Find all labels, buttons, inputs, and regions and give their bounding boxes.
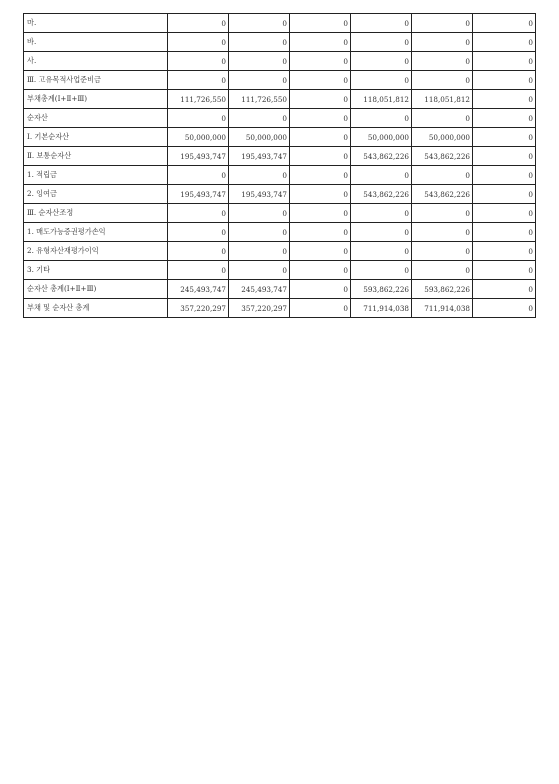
- value-cell: 0: [290, 52, 351, 71]
- value-cell: 111,726,550: [229, 90, 290, 109]
- value-cell: 593,862,226: [412, 280, 473, 299]
- row-label: 1. 매도가능증권평가손익: [24, 223, 168, 242]
- value-cell: 0: [351, 71, 412, 90]
- value-cell: 0: [229, 33, 290, 52]
- row-label: 마.: [24, 14, 168, 33]
- row-label: 1. 적립금: [24, 166, 168, 185]
- table-row: [24, 109, 536, 128]
- value-cell: 0: [168, 204, 229, 223]
- value-cell: 0: [473, 52, 536, 71]
- value-cell: 50,000,000: [168, 128, 229, 147]
- value-cell: 0: [290, 109, 351, 128]
- value-cell: 0: [412, 109, 473, 128]
- value-cell: 357,220,297: [229, 299, 290, 318]
- table-row: [24, 52, 536, 71]
- value-cell: 245,493,747: [229, 280, 290, 299]
- value-cell: 0: [229, 242, 290, 261]
- value-cell: 0: [351, 261, 412, 280]
- value-cell: 0: [351, 52, 412, 71]
- row-label: 부채총계(Ⅰ+Ⅱ+Ⅲ): [24, 90, 168, 109]
- value-cell: 0: [351, 33, 412, 52]
- value-cell: 0: [412, 33, 473, 52]
- value-cell: 0: [168, 52, 229, 71]
- value-cell: 0: [229, 14, 290, 33]
- value-cell: 0: [290, 299, 351, 318]
- value-cell: 0: [473, 280, 536, 299]
- value-cell: 0: [290, 90, 351, 109]
- value-cell: 0: [473, 185, 536, 204]
- value-cell: 0: [412, 242, 473, 261]
- row-label: 사.: [24, 52, 168, 71]
- value-cell: 0: [412, 261, 473, 280]
- value-cell: 711,914,038: [351, 299, 412, 318]
- value-cell: 50,000,000: [412, 128, 473, 147]
- value-cell: 0: [351, 242, 412, 261]
- value-cell: 245,493,747: [168, 280, 229, 299]
- value-cell: 0: [290, 223, 351, 242]
- value-cell: 0: [412, 166, 473, 185]
- financial-table: [23, 13, 536, 318]
- value-cell: 0: [229, 52, 290, 71]
- value-cell: 0: [290, 147, 351, 166]
- value-cell: 0: [473, 109, 536, 128]
- value-cell: 0: [290, 166, 351, 185]
- value-cell: 0: [351, 204, 412, 223]
- value-cell: 0: [168, 166, 229, 185]
- value-cell: 0: [229, 71, 290, 90]
- value-cell: 711,914,038: [412, 299, 473, 318]
- value-cell: 0: [168, 242, 229, 261]
- table-row: [24, 128, 536, 147]
- table-row: [24, 14, 536, 33]
- table-row: [24, 204, 536, 223]
- row-label: 3. 기타: [24, 261, 168, 280]
- value-cell: 0: [290, 242, 351, 261]
- table-row: [24, 280, 536, 299]
- value-cell: 118,051,812: [412, 90, 473, 109]
- value-cell: 0: [473, 14, 536, 33]
- value-cell: 0: [351, 166, 412, 185]
- row-label: Ⅱ. 보통순자산: [24, 147, 168, 166]
- value-cell: 0: [229, 109, 290, 128]
- value-cell: 543,862,226: [351, 147, 412, 166]
- value-cell: 0: [473, 128, 536, 147]
- value-cell: 0: [229, 204, 290, 223]
- value-cell: 0: [473, 299, 536, 318]
- value-cell: 0: [168, 71, 229, 90]
- value-cell: 0: [290, 128, 351, 147]
- value-cell: 0: [473, 33, 536, 52]
- value-cell: 0: [473, 204, 536, 223]
- financial-table-body: [24, 14, 536, 318]
- table-row: [24, 223, 536, 242]
- table-row: [24, 242, 536, 261]
- value-cell: 50,000,000: [351, 128, 412, 147]
- value-cell: 0: [168, 14, 229, 33]
- value-cell: 593,862,226: [351, 280, 412, 299]
- value-cell: 0: [229, 223, 290, 242]
- row-label: Ⅰ. 기본순자산: [24, 128, 168, 147]
- row-label: 순자산 총계(Ⅰ+Ⅱ+Ⅲ): [24, 280, 168, 299]
- value-cell: 0: [168, 261, 229, 280]
- value-cell: 50,000,000: [229, 128, 290, 147]
- value-cell: 195,493,747: [168, 147, 229, 166]
- value-cell: 0: [290, 261, 351, 280]
- value-cell: 0: [412, 204, 473, 223]
- value-cell: 0: [473, 147, 536, 166]
- value-cell: 0: [351, 109, 412, 128]
- value-cell: 118,051,812: [351, 90, 412, 109]
- value-cell: 0: [473, 90, 536, 109]
- table-row: [24, 33, 536, 52]
- value-cell: 195,493,747: [168, 185, 229, 204]
- value-cell: 0: [229, 166, 290, 185]
- table-row: [24, 261, 536, 280]
- value-cell: 111,726,550: [168, 90, 229, 109]
- value-cell: 0: [473, 261, 536, 280]
- value-cell: 543,862,226: [351, 185, 412, 204]
- table-row: [24, 185, 536, 204]
- value-cell: 0: [412, 71, 473, 90]
- row-label: Ⅲ. 고유목적사업준비금: [24, 71, 168, 90]
- value-cell: 0: [412, 52, 473, 71]
- row-label: 2. 잉여금: [24, 185, 168, 204]
- value-cell: 0: [290, 33, 351, 52]
- value-cell: 0: [290, 71, 351, 90]
- value-cell: 543,862,226: [412, 147, 473, 166]
- value-cell: 543,862,226: [412, 185, 473, 204]
- row-label: Ⅲ. 순자산조정: [24, 204, 168, 223]
- value-cell: 0: [351, 223, 412, 242]
- value-cell: 0: [229, 261, 290, 280]
- value-cell: 0: [168, 109, 229, 128]
- row-label: 바.: [24, 33, 168, 52]
- value-cell: 0: [290, 14, 351, 33]
- value-cell: 0: [290, 280, 351, 299]
- value-cell: 0: [351, 14, 412, 33]
- value-cell: 0: [290, 204, 351, 223]
- value-cell: 0: [473, 242, 536, 261]
- table-row: [24, 90, 536, 109]
- value-cell: 0: [473, 71, 536, 90]
- value-cell: 195,493,747: [229, 147, 290, 166]
- value-cell: 0: [473, 166, 536, 185]
- table-row: [24, 166, 536, 185]
- value-cell: 195,493,747: [229, 185, 290, 204]
- table-row: [24, 299, 536, 318]
- row-label: 2. 유형자산재평가이익: [24, 242, 168, 261]
- value-cell: 0: [168, 33, 229, 52]
- value-cell: 0: [473, 223, 536, 242]
- table-row: [24, 147, 536, 166]
- value-cell: 0: [412, 223, 473, 242]
- row-label: 부채 및 순자산 총계: [24, 299, 168, 318]
- value-cell: 0: [412, 14, 473, 33]
- value-cell: 0: [290, 185, 351, 204]
- value-cell: 0: [168, 223, 229, 242]
- table-row: [24, 71, 536, 90]
- row-label: 순자산: [24, 109, 168, 128]
- value-cell: 357,220,297: [168, 299, 229, 318]
